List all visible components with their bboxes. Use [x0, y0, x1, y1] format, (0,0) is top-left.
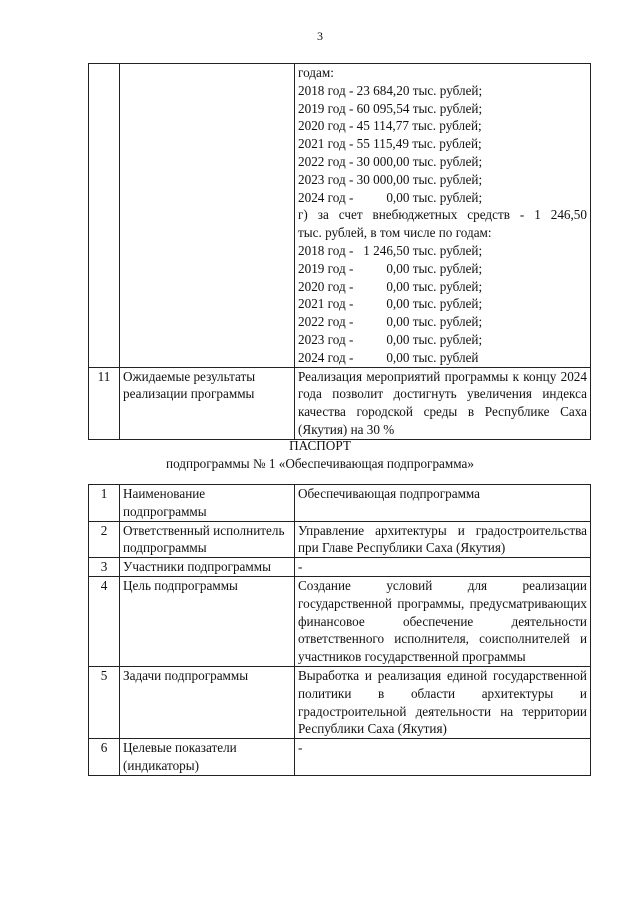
row-number-cell: [89, 64, 120, 368]
funding-line: 2023 год - 0,00 тыс. рублей;: [298, 331, 483, 347]
funding-line: 2018 год - 23 684,20 тыс. рублей;: [298, 82, 483, 98]
funding-line: 2024 год - 0,00 тыс. рублей;: [298, 189, 483, 205]
funding-line: 2019 год - 0,00 тыс. рублей;: [298, 260, 483, 276]
program-passport-table-continuation: [88, 63, 591, 440]
row-number-cell: 3: [89, 558, 120, 577]
funding-line: 2018 год - 1 246,50 тыс. рублей;: [298, 242, 483, 258]
row-label-cell: Ожидаемые результаты реализации программы: [120, 367, 295, 439]
passport-subtitle: подпрограммы № 1 «Обеспечивающая подпрограмма»: [166, 455, 474, 471]
table-row: [89, 666, 591, 738]
row-content-cell: -: [295, 558, 591, 577]
row-label-cell: [120, 64, 295, 368]
passport-title: ПАСПОРТ: [289, 438, 351, 453]
extrabudgetary-funding-heading-cont: тыс. рублей, в том числе по годам:: [298, 225, 492, 241]
row-content-cell: Выработка и реализация единой государственной политики в области архитектуры и градостроительной деятельности на территории Республики Саха (Якутия): [295, 666, 591, 738]
table-row-funding-continuation: [89, 64, 591, 368]
row-content-cell: Обеспечивающая подпрограмма: [295, 485, 591, 522]
row-content-cell: -: [295, 739, 591, 776]
subprogram-passport-heading: [0, 437, 640, 473]
row-number-cell: 6: [89, 739, 120, 776]
funding-details-cell: [295, 64, 591, 368]
expected-results-cell: Реализация мероприятий программы к концу 2024 года позволит достигнуть увеличения индекса качества городской среды в Республике Саха (Якутия) на 30 %: [295, 367, 591, 439]
table-row: [89, 739, 591, 776]
row-label-cell: Целевые показатели (индикаторы): [120, 739, 295, 776]
row-label-cell: Цель подпрограммы: [120, 576, 295, 666]
row-content-cell: Управление архитектуры и градостроительства при Главе Республики Саха (Якутия): [295, 521, 591, 558]
row-number-cell: 1: [89, 485, 120, 522]
funding-line: 2022 год - 0,00 тыс. рублей;: [298, 314, 483, 330]
table-row: [89, 521, 591, 558]
row-label-cell: Участники подпрограммы: [120, 558, 295, 577]
row-content-cell: Создание условий для реализации государственной программы, предусматривающих финансовое обеспечение деятельности ответственного исполнителя, соисполнителей и участников государственной программы: [295, 576, 591, 666]
subprogram-passport-table: [88, 484, 591, 776]
page-number: 3: [317, 29, 323, 43]
row-number-cell: 5: [89, 666, 120, 738]
funding-line: 2020 год - 0,00 тыс. рублей;: [298, 278, 483, 294]
row-number-cell: 4: [89, 576, 120, 666]
row-number-cell: 2: [89, 521, 120, 558]
funding-line: 2019 год - 60 095,54 тыс. рублей;: [298, 100, 483, 116]
table-row-expected-results: [89, 367, 591, 439]
row-label-cell: Наименование подпрограммы: [120, 485, 295, 522]
funding-line: 2024 год - 0,00 тыс. рублей: [298, 349, 479, 365]
row-label-cell: Ответственный исполнитель подпрограммы: [120, 521, 295, 558]
funding-line: 2022 год - 30 000,00 тыс. рублей;: [298, 153, 483, 169]
table-row: [89, 558, 591, 577]
table-row: [89, 485, 591, 522]
funding-line: 2023 год - 30 000,00 тыс. рублей;: [298, 171, 483, 187]
funding-line: 2021 год - 0,00 тыс. рублей;: [298, 296, 483, 312]
row-label-cell: Задачи подпрограммы: [120, 666, 295, 738]
row-number-cell: 11: [89, 367, 120, 439]
funding-line: 2021 год - 55 115,49 тыс. рублей;: [298, 136, 482, 152]
funding-line: 2020 год - 45 114,77 тыс. рублей;: [298, 118, 482, 134]
table-row: [89, 576, 591, 666]
funding-line: годам:: [298, 65, 334, 80]
extrabudgetary-funding-heading: г) за счет внебюджетных средств - 1 246,50: [298, 207, 587, 223]
